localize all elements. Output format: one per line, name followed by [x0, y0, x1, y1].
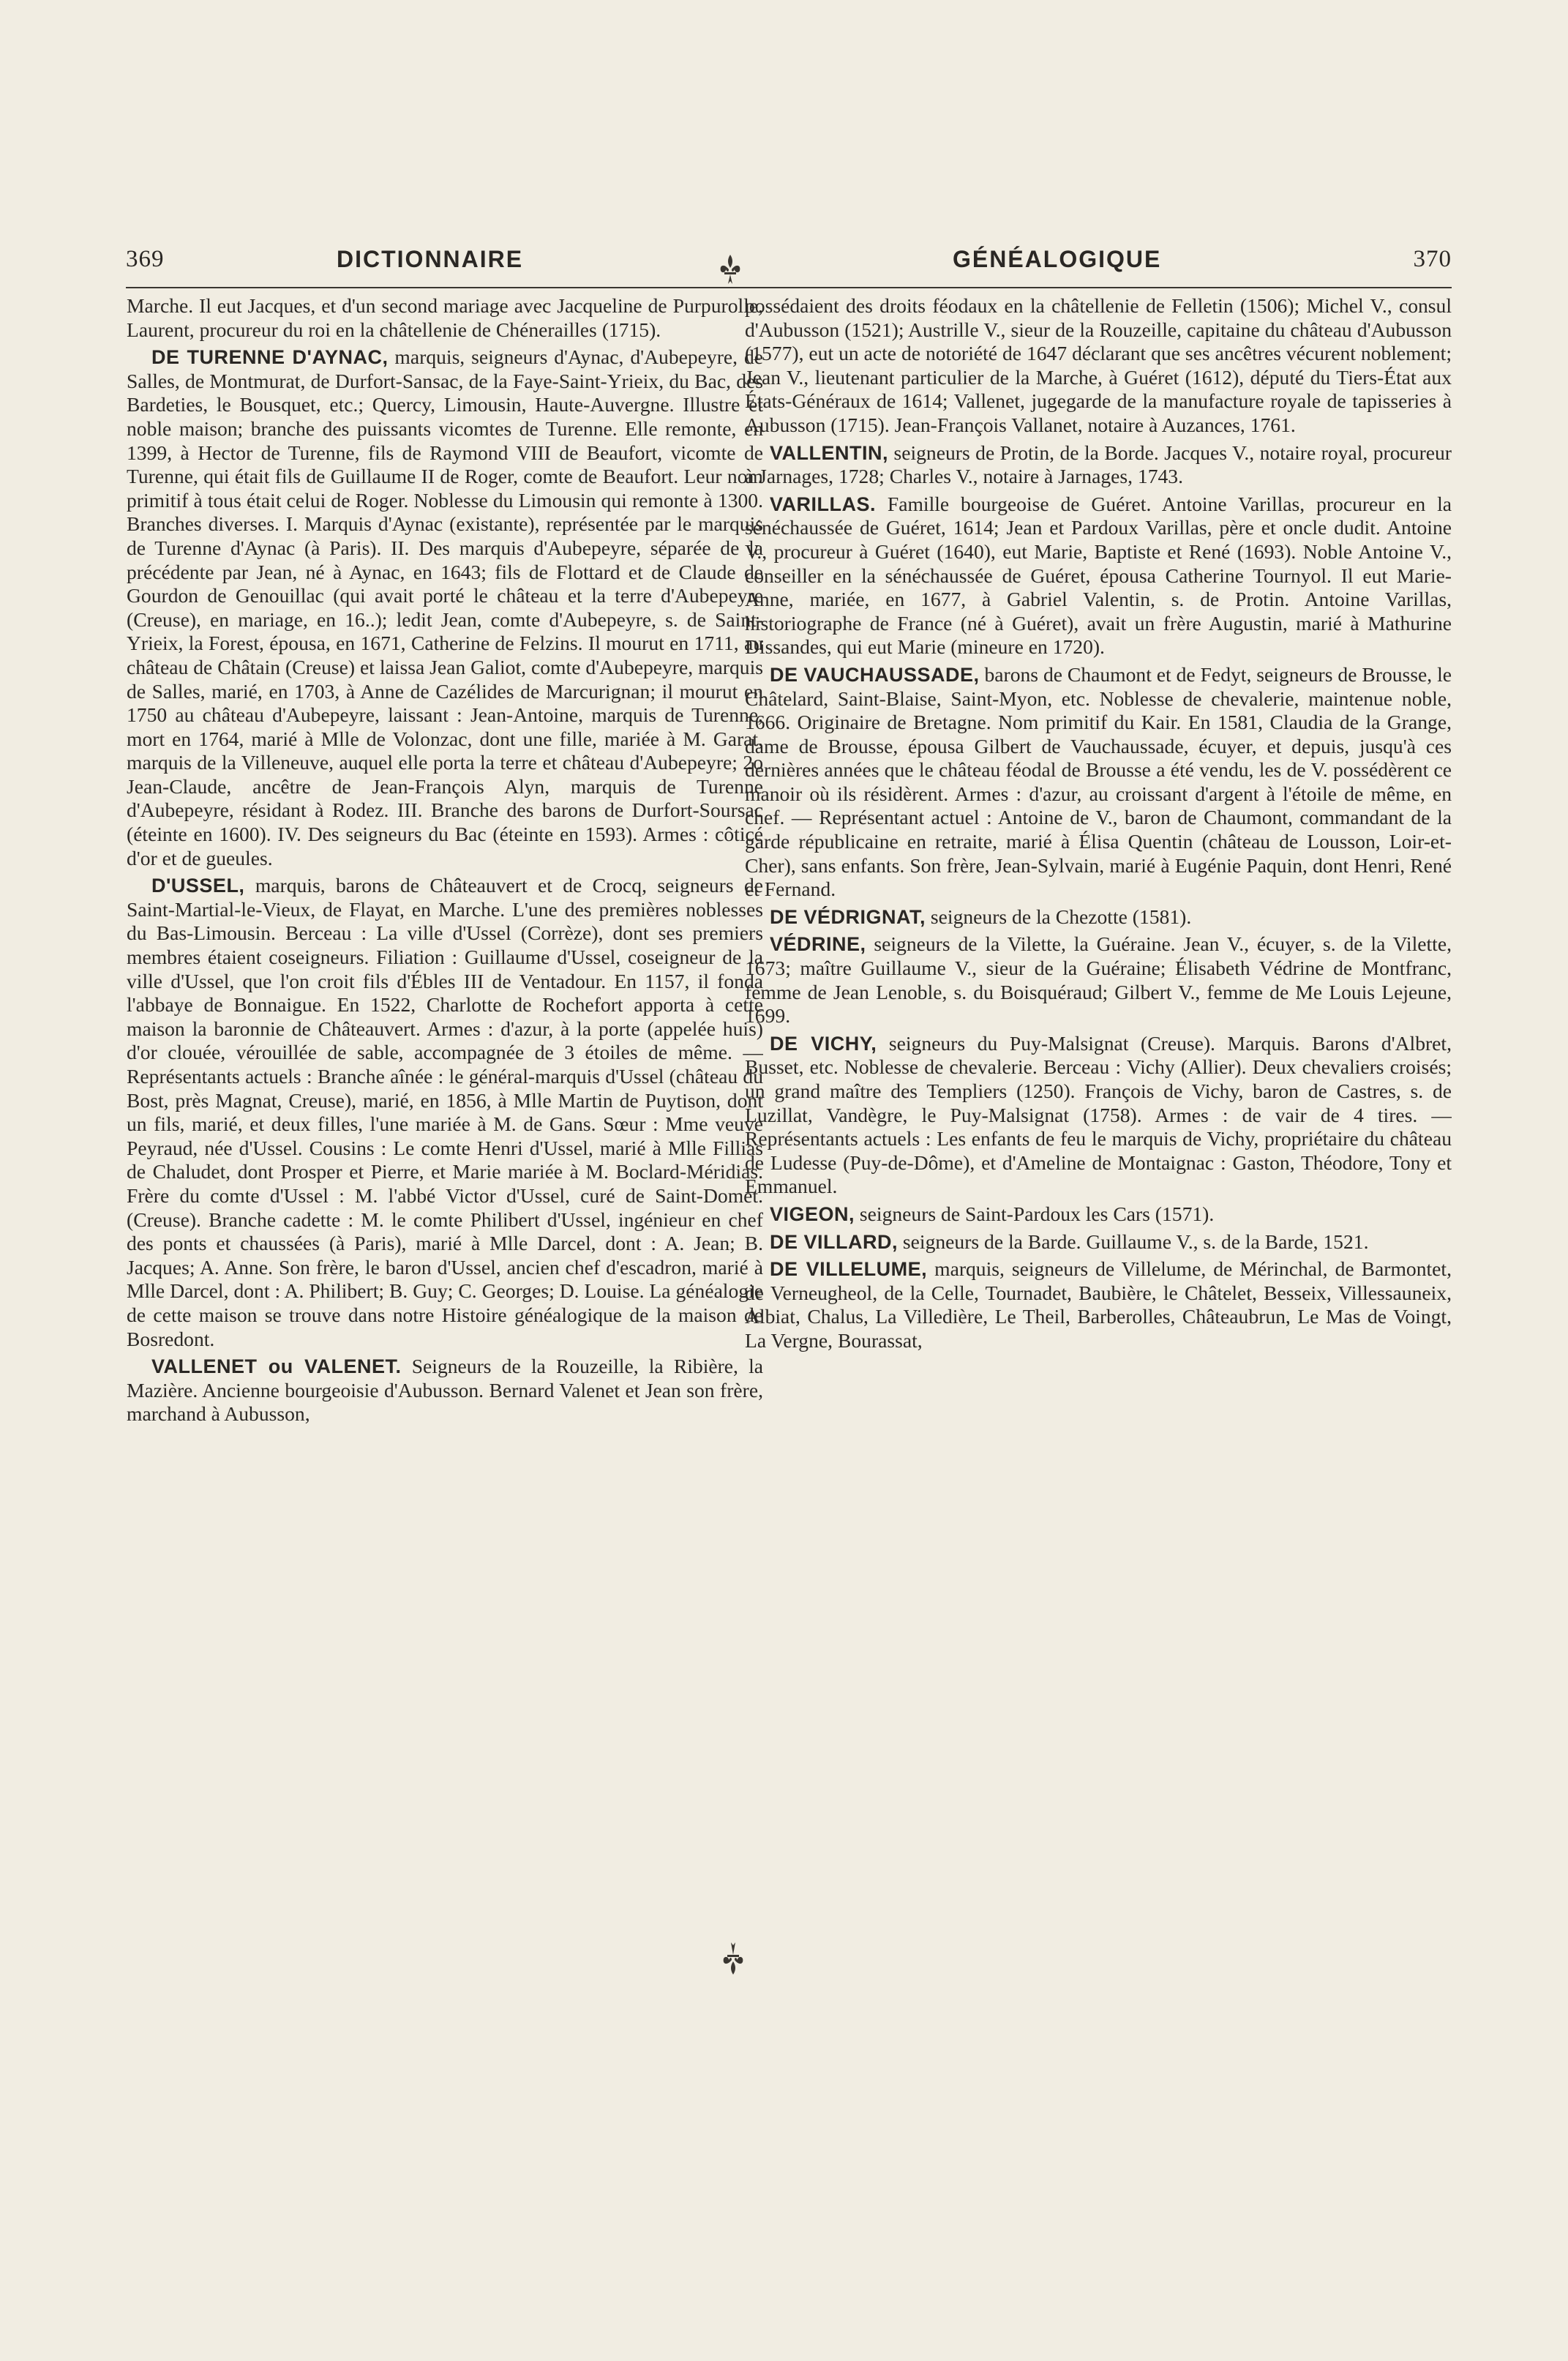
entry-de-turenne [127, 345, 763, 870]
entry-text: barons de Chaumont et de Fedyt, seigneurs de Brousse, le Châtelard, Saint-Blaise, Saint-Myon, etc. Noblesse de chevalerie, maintenue noble, 1666. Originaire de Bretagne. Nom primitif du Kair. En 1581, Claudia de la Grange, dame de Brousse, épousa Gilbert de Vauchaussade, écuyer, et depuis, jusqu'à ces dernières années que le château féodal de Brousse a été vendu, les de V. possédèrent ce manoir où ils résidèrent. Armes : d'azur, au croissant d'argent à l'étoile de même, en chef. — Représentant actuel : Antoine de V., baron de Chaumont, commandant de la garde républicaine en retraite, marié à Élisa Quentin (château de Lousson, Loir-et-Cher), sans enfants. Son frère, Jean-Sylvain, marié à Eugénie Paquin, dont Henri, René et Fernand. [745, 662, 1452, 901]
entry-vedrine [745, 932, 1452, 1028]
entry-de-villelume [745, 1257, 1452, 1352]
entry-vallentin [745, 441, 1452, 489]
right-page-number: 370 [1413, 246, 1452, 272]
entry-headword: D'USSEL, [151, 875, 245, 897]
entry-de-vedrignat [745, 905, 1452, 929]
entry-text: seigneurs de Protin, de la Borde. Jacques V., notaire royal, procureur à Jarnages, 1728; Charles V., notaire à Jarnages, 1743. [745, 441, 1452, 488]
entry-headword: VALLENET ou VALENET. [151, 1355, 402, 1378]
entry-headword: DE VILLELUME, [770, 1258, 928, 1281]
entry-headword: DE VÉDRIGNAT, [770, 905, 926, 928]
entry-varillas [745, 493, 1452, 659]
entry-headword: VARILLAS. [770, 493, 876, 515]
entry-headword: VÉDRINE, [770, 933, 866, 956]
running-header [126, 246, 1452, 287]
entry-headword: DE VAUCHAUSSADE, [770, 663, 980, 686]
entry-headword: VALLENTIN, [770, 441, 888, 464]
entry-text: marquis, barons de Châteauvert et de Crocq, seigneurs de Saint-Martial-le-Vieux, de Flayat, en Marche. L'une des premières noblesses du Bas-Limousin. Berceau : La ville d'Ussel (Corrèze), dont ses premiers membres étaient coseigneurs. Filiation : Guillaume d'Ussel, coseigneur de la ville d'Ussel, que l'on croit fils d'Ébles III de Ventadour. En 1157, il fonda l'abbaye de Bonnaigue. En 1522, Charlotte de Rochefort apporta à cette maison la baronnie de Châteauvert. Armes : d'azur, à la porte (appelée huis) d'or clouée, vérouillée de sable, accompagnée de 3 étoiles de même. — Représentants actuels : Branche aînée : le général-marquis d'Ussel (château du Bost, près Magnat, Creuse), marié, en 1856, à Mlle Martin de Puytison, dont un fils, marié, et deux filles, l'une mariée à M. de Gans. Sœur : Mme veuve Peyraud, née d'Ussel. Cousins : Le comte Henri d'Ussel, marié à Mlle Fillias de Chaludet, dont Prosper et Pierre, et Marie mariée à M. Boclard-Méridias. Frère du comte d'Ussel : M. l'abbé Victor d'Ussel, curé de Saint-Domet. (Creuse). Branche cadette : M. le comte Philibert d'Ussel, ingénieur en chef des ponts et chaussées (à Paris), marié à Mlle Darcel, dont : A. Jean; B. Jacques; A. Anne. Son frère, le baron d'Ussel, ancien chef d'escadron, marié à Mlle Darcel, dont : A. Philibert; B. Guy; C. Georges; D. Louise. La généalogie de cette maison se trouve dans notre Histoire généalogique de la maison de Bosredont. [127, 874, 763, 1350]
entry-text: seigneurs du Puy-Malsignat (Creuse). Marquis. Barons d'Albret, Busset, etc. Noblesse de chevalerie. Berceau : Vichy (Allier). Deux chevaliers croisés; un grand maître des Templiers (1250). François de Vichy, baron de Castres, s. de Luzillat, Vandègre, le Puy-Malsignat (1758). Armes : de vair de 4 tires. — Représentants actuels : Les enfants de feu le marquis de Vichy, propriétaire du château de Ludesse (Puy-de-Dôme), et d'Ameline de Montaignac : Gaston, Théodore, Tony et Emmanuel. [745, 1031, 1452, 1198]
left-column [127, 294, 763, 1948]
entry-de-vauchaussade [745, 663, 1452, 902]
entry-headword: DE VICHY, [770, 1032, 877, 1055]
right-column [745, 294, 1452, 1948]
fleur-de-lis-icon [720, 1938, 746, 1976]
entry-text: seigneurs de la Chezotte (1581). [926, 905, 1192, 928]
entry-text: marquis, seigneurs de Villelume, de Mérinchal, de Barmontet, de Verneugheol, de la Celle, Tournadet, Baubière, le Châtelet, Besseix, Villessauneix, Albiat, Chalus, La Villedière, Le Theil, Barberolles, Châteaubrun, Le Mas de Voingt, La Vergne, Bourassat, [745, 1257, 1452, 1352]
right-running-title: GÉNÉALOGIQUE [953, 246, 1162, 272]
entry-text: marquis, seigneurs d'Aynac, d'Aubepeyre, de Salles, de Montmurat, de Durfort-Sansac, de la Faye-Saint-Yrieix, du Bac, des Bardeties, le Bousquet, etc.; Quercy, Limousin, Haute-Auvergne. Illustre et noble maison; branche des puissants vicomtes de Turenne. Elle remonte, en 1399, à Hector de Turenne, fils de Raymond VIII de Beaufort, vicomte de Turenne, qui était fils de Guillaume II de Roger, comte de Beaufort. Leur nom primitif à tous était celui de Roger. Noblesse du Limousin qui remonte à 1300. Branches diverses. I. Marquis d'Aynac (existante), représentée par le marquis de Turenne d'Aynac (à Paris). II. Des marquis d'Aubepeyre, séparée de la précédente par Jean, né à Aynac, en 1643; fils de Flottard et de Claude de Gourdon de Genouillac (qui avait porté le château et la terre d'Aubepeyre (Creuse), en mariage, en 16..); ledit Jean, comte d'Aubepeyre, s. de Saint-Yrieix, la Forest, épousa, en 1671, Catherine de Felzins. Il mourut en 1711, au château de Châtain (Creuse) et laissa Jean Galiot, comte d'Aubepeyre, marquis de Salles, marié, en 1703, à Anne de Cazélides de Marcurignan; il mourut en 1750 au château d'Aubepeyre, laissant : Jean-Antoine, marquis de Turenne, mort en 1764, marié à Mlle de Volonzac, dont une fille, mariée à M. Garat, marquis de la Villeneuve, auquel elle porta la terre et château d'Aubepeyre; 2o Jean-Claude, ancêtre de Jean-François Alyn, marquis de Turenne d'Aubepeyre, résidant à Rodez. III. Branche des barons de Durfort-Soursac (éteinte en 1600). IV. Des seigneurs du Bac (éteinte en 1593). Armes : côticé d'or et de gueules. [127, 345, 763, 869]
left-page-number: 369 [126, 246, 165, 272]
header-rule [126, 287, 1452, 288]
left-running-title: DICTIONNAIRE [337, 246, 524, 272]
entry-headword: DE TURENNE D'AYNAC, [151, 346, 389, 369]
entry-d-ussel [127, 874, 763, 1351]
left-continuation: Marche. Il eut Jacques, et d'un second mariage avec Jacqueline de Purpurolle, Laurent, procureur du roi en la châtellenie de Chénerailles (1715). [127, 294, 763, 341]
entry-text: seigneurs de Saint-Pardoux les Cars (1571). [855, 1202, 1215, 1225]
entry-text: seigneurs de la Barde. Guillaume V., s. de la Barde, 1521. [898, 1230, 1369, 1253]
entry-vigeon [745, 1202, 1452, 1227]
entry-de-villard [745, 1230, 1452, 1254]
entry-text: Seigneurs de la Rouzeille, la Ribière, la Mazière. Ancienne bourgeoisie d'Aubusson. Bernard Valenet et Jean son frère, marchand à Aubusson, [127, 1355, 763, 1426]
right-continuation: possédaient des droits féodaux en la châtellenie de Felletin (1506); Michel V., consul d'Aubusson (1521); Austrille V., sieur de la Rouzeille, capitaine du château d'Aubusson (1577), eut un acte de notoriété de 1647 déclarant que ses ancêtres vécurent noblement; Jean V., lieutenant particulier de la Marche, à Guéret (1612), député du Tiers-État aux États-Généraux de 1614; Vallenet, jugegarde de la manufacture royale de tapisseries à Aubusson (1715). Jean-François Vallanet, notaire à Auzances, 1761. [745, 294, 1452, 436]
entry-headword: VIGEON, [770, 1202, 855, 1225]
entry-vallenet [127, 1355, 763, 1426]
entry-headword: DE VILLARD, [770, 1230, 899, 1253]
entry-de-vichy [745, 1032, 1452, 1199]
fleur-de-lis-icon [717, 253, 743, 287]
entry-text: seigneurs de la Vilette, la Guéraine. Jean V., écuyer, s. de la Vilette, 1673; maître Guillaume V., sieur de la Guéraine; Élisabeth Védrine de Montfranc, femme de Jean Lenoble, s. du Boisquéraud; Gilbert V., femme de Me Louis Lejeune, 1699. [745, 932, 1452, 1028]
entry-text: Famille bourgeoise de Guéret. Antoine Varillas, procureur en la sénéchaussée de Guéret, 1614; Jean et Pardoux Varillas, père et oncle dudit. Antoine V., procureur à Guéret (1640), eut Marie, Baptiste et René (1693). Noble Antoine V., conseiller en la sénéchaussée de Guéret, épousa Catherine Tournyol. Il eut Marie-Anne, mariée, en 1677, à Gabriel Valentin, s. de Protin. Antoine Varillas, historiographe de France (né à Guéret), avait un frère Augustin, marié à Mathurine Dissandes, qui eut Marie (mineure en 1720). [745, 492, 1452, 659]
